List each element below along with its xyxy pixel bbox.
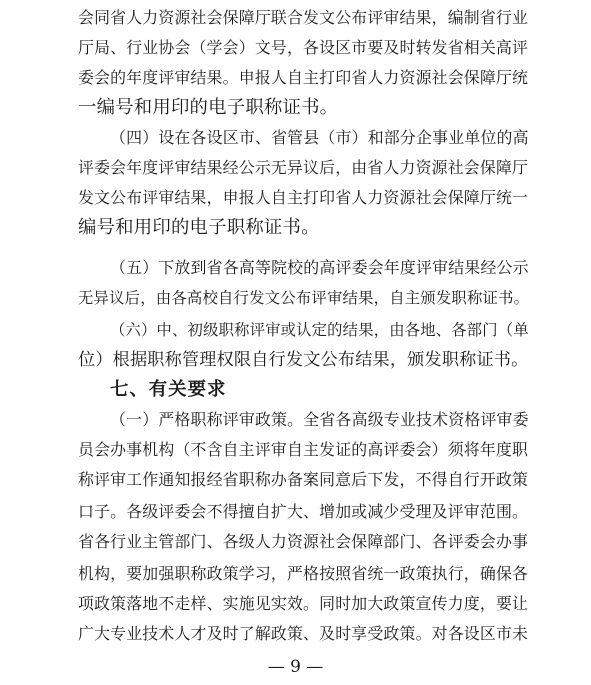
text-line: 一编号和用印的电子职称证书。: [78, 97, 339, 118]
text-line: （四）设在各设区市、省管县（市）和部分企事业单位的高: [110, 128, 529, 147]
text-line: 口子。各级评委会不得擅自扩大、增加或减少受理及评审范围。: [78, 502, 529, 521]
text-line: 评委会年度评审结果经公示无异议后，由省人力资源社会保障厅: [78, 158, 529, 177]
text-line: 项政策落地不走样、实施见实效。同时加大政策宣传力度，要让: [78, 594, 529, 613]
text-line: 发文公布评审结果，申报人自主打印省人力资源社会保障厅统一: [78, 188, 529, 207]
text-line: 位）根据职称管理权限自行发文公布结果，颁发职称证书。: [78, 350, 529, 370]
page-number: — 9 —: [267, 657, 324, 677]
text-line: 会同省人力资源社会保障厅联合发文公布评审结果，编制省行业: [78, 8, 529, 27]
text-line: 厅局、行业协会（学会）文号，各设区市要及时转发省相关高评: [78, 38, 529, 57]
text-line: 无异议后，由各高校自行发文公布评审结果，自主颁发职称证书。: [78, 289, 530, 307]
text-line: （六）中、初级职称评审或认定的结果，由各地、各部门（单: [110, 321, 529, 339]
text-line: （一）严格职称评审政策。全省各高级专业技术资格评审委: [110, 410, 529, 429]
text-line: 员会办事机构（不含自主评审自主发证的高评委会）须将年度职: [78, 440, 529, 459]
section-heading: 七、有关要求: [110, 379, 227, 400]
text-line: 广大专业技术人才及时了解政策、及时享受政策。对各设区市未: [78, 624, 529, 643]
text-line: 机构，要加强职称政策学习，严格按照省统一政策执行，确保各: [78, 564, 529, 583]
text-line: 委会的年度评审结果。申报人自主打印省人力资源社会保障厅统: [78, 68, 529, 87]
text-line: 省各行业主管部门、各级人力资源社会保障部门、各评委会办事: [78, 532, 529, 551]
text-line: 编号和用印的电子职称证书。: [78, 217, 320, 238]
text-line: （五）下放到省各高等院校的高评委会年度评审结果经公示: [110, 258, 529, 277]
text-line: 称评审工作通知报经省职称办备案同意后下发，不得自行开政策: [78, 470, 529, 489]
